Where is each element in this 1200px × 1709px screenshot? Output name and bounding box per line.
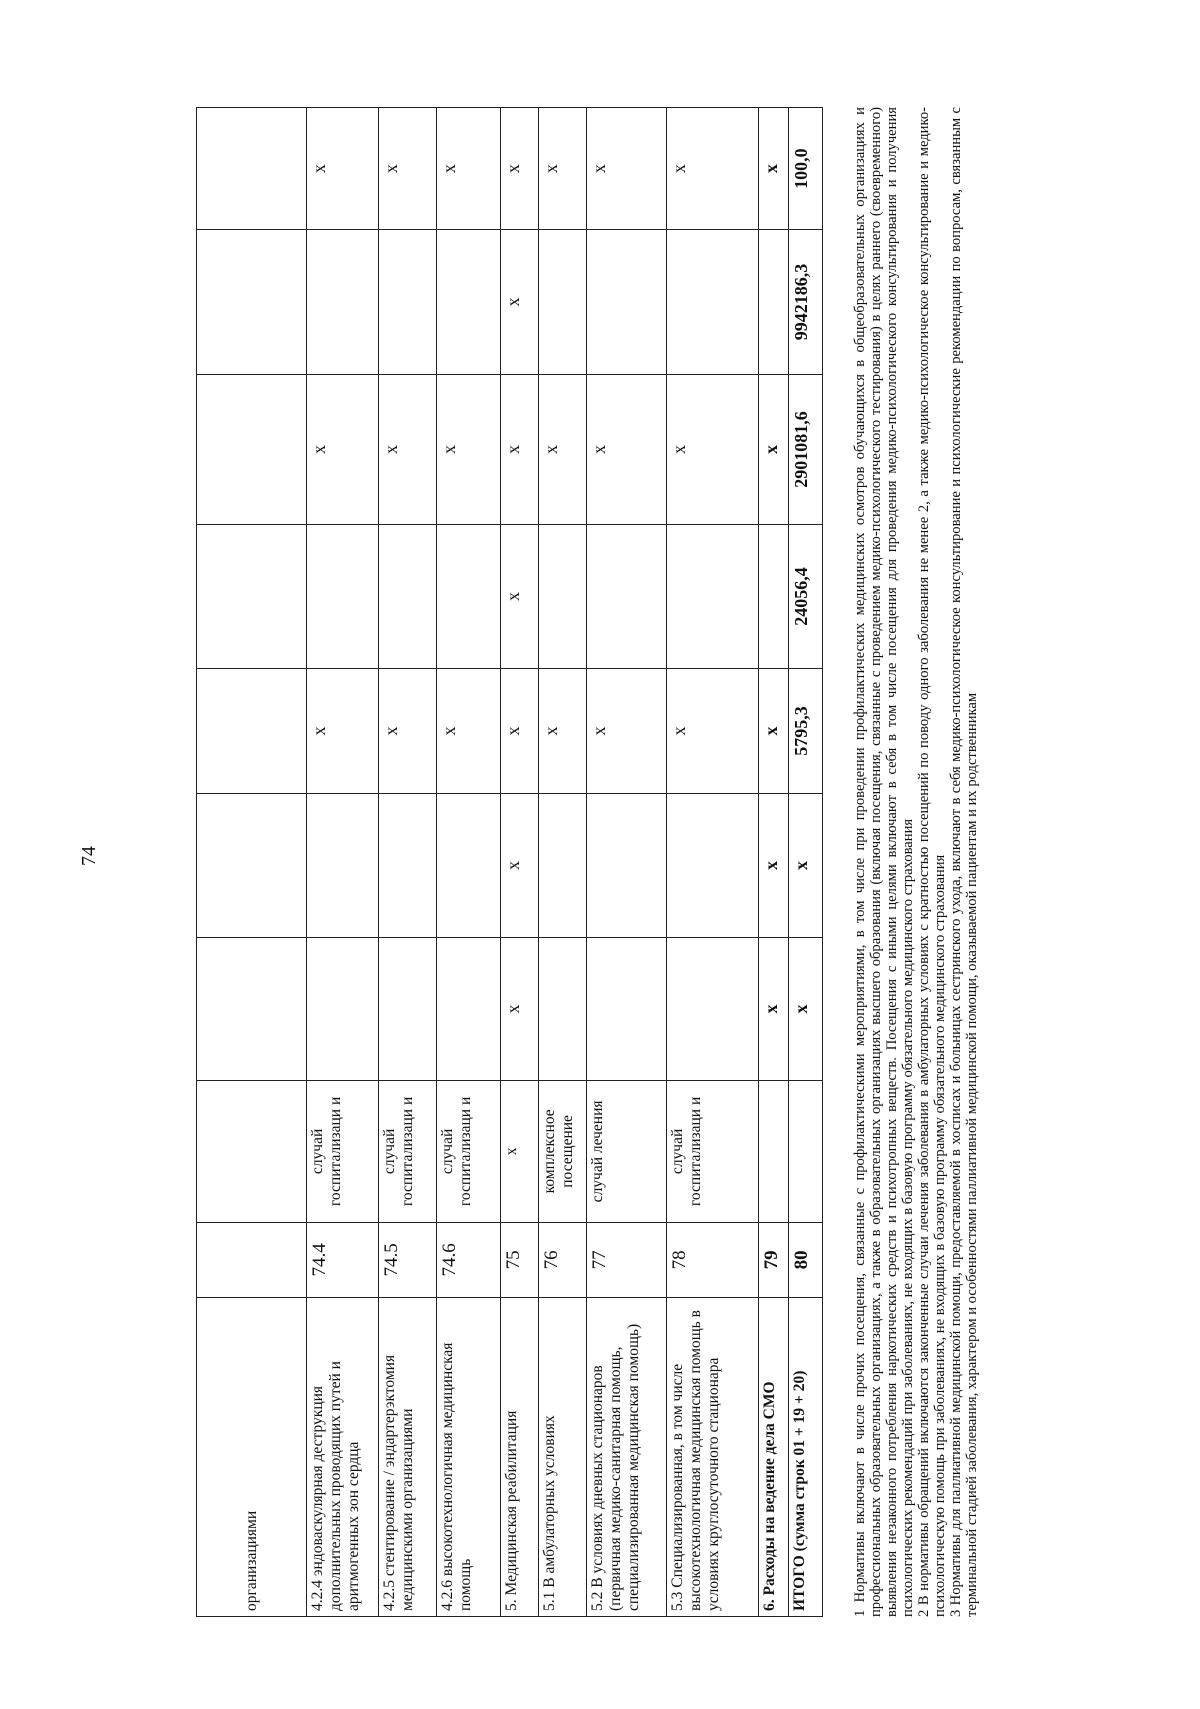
cell-3: х bbox=[667, 668, 759, 793]
row-code bbox=[197, 1222, 307, 1298]
table-row bbox=[667, 108, 759, 1617]
cell-5: х bbox=[587, 374, 667, 524]
cell-7: х bbox=[539, 108, 587, 230]
cell-1 bbox=[587, 937, 667, 1081]
cell-2 bbox=[437, 794, 501, 938]
cell-6 bbox=[539, 230, 587, 375]
row-code: 76 bbox=[539, 1222, 587, 1298]
row-name: ИТОГО (сумма строк 01 + 19 + 20) bbox=[789, 1298, 823, 1617]
cell-6 bbox=[587, 230, 667, 375]
row-unit: случай госпитализаци и bbox=[307, 1081, 379, 1222]
cell-3 bbox=[197, 668, 307, 793]
cell-5: х bbox=[539, 374, 587, 524]
cell-1: х bbox=[759, 937, 789, 1081]
table-row bbox=[197, 108, 307, 1617]
row-code: 79 bbox=[759, 1222, 789, 1298]
cell-7: х bbox=[587, 108, 667, 230]
cell-3: х bbox=[307, 668, 379, 793]
table-row bbox=[789, 108, 823, 1617]
row-unit: случай госпитализаци и bbox=[379, 1081, 437, 1222]
cell-6 bbox=[197, 230, 307, 375]
cell-5: х bbox=[759, 374, 789, 524]
cell-1 bbox=[307, 937, 379, 1081]
row-unit bbox=[197, 1081, 307, 1222]
cell-2 bbox=[197, 794, 307, 938]
cell-4 bbox=[587, 525, 667, 669]
footnotes bbox=[852, 107, 980, 1617]
cell-3: х bbox=[587, 668, 667, 793]
cell-7: х bbox=[759, 108, 789, 230]
row-unit: случай лечения bbox=[587, 1081, 667, 1222]
cell-7: х bbox=[501, 108, 539, 230]
cell-6 bbox=[667, 230, 759, 375]
cell-3: х bbox=[437, 668, 501, 793]
row-unit: случай госпитализаци и bbox=[667, 1081, 759, 1222]
row-name: 5.2 В условиях дневных стационаров (первичная медико-санитарная помощь, специализированная медицинская помощь) bbox=[587, 1298, 667, 1617]
cell-2: х bbox=[759, 794, 789, 938]
row-unit: комплексное посещение bbox=[539, 1081, 587, 1222]
row-code: 75 bbox=[501, 1222, 539, 1298]
table-row bbox=[379, 108, 437, 1617]
cell-5: 2901081,6 bbox=[789, 374, 823, 524]
row-code: 74.6 bbox=[437, 1222, 501, 1298]
cell-2: х bbox=[501, 794, 539, 938]
row-code: 74.4 bbox=[307, 1222, 379, 1298]
cell-6 bbox=[379, 230, 437, 375]
cell-7: х bbox=[437, 108, 501, 230]
row-unit bbox=[789, 1081, 823, 1222]
cell-4 bbox=[379, 525, 437, 669]
cell-4 bbox=[307, 525, 379, 669]
row-code: 74.5 bbox=[379, 1222, 437, 1298]
row-unit bbox=[759, 1081, 789, 1222]
row-code: 77 bbox=[587, 1222, 667, 1298]
cell-2 bbox=[539, 794, 587, 938]
cell-6 bbox=[437, 230, 501, 375]
table-row bbox=[307, 108, 379, 1617]
cell-5: х bbox=[437, 374, 501, 524]
cell-1 bbox=[197, 937, 307, 1081]
cell-5: х bbox=[307, 374, 379, 524]
row-name: 4.2.5 стентирование / эндартерэктомия медицинскими организациями bbox=[379, 1298, 437, 1617]
cell-4: х bbox=[501, 525, 539, 669]
cell-1 bbox=[667, 937, 759, 1081]
cell-6 bbox=[759, 230, 789, 375]
cell-3: х bbox=[539, 668, 587, 793]
cell-5 bbox=[197, 374, 307, 524]
cell-4 bbox=[197, 525, 307, 669]
row-unit: х bbox=[501, 1081, 539, 1222]
row-code: 80 bbox=[789, 1222, 823, 1298]
cell-4 bbox=[437, 525, 501, 669]
row-name: 5. Медицинская реабилитация bbox=[501, 1298, 539, 1617]
row-code: 78 bbox=[667, 1222, 759, 1298]
cell-4 bbox=[539, 525, 587, 669]
cell-6: 9942186,3 bbox=[789, 230, 823, 375]
footnote-3: 3 Нормативы для паллиативной медицинской помощи, предоставляемой в хосписах и больницах сестринского ухода, включают в себя медико-психологическое консультирование и психологические рекомендации по вопросам, связанным с терминальной стадией заболевания, характером и особенностями паллиативной медицинской помощи, оказываемой пациентам и их родственникам bbox=[948, 107, 981, 1617]
table-row bbox=[759, 108, 789, 1617]
cell-5: х bbox=[667, 374, 759, 524]
cell-4 bbox=[667, 525, 759, 669]
cell-2: х bbox=[789, 794, 823, 938]
cell-1: х bbox=[501, 937, 539, 1081]
table-row bbox=[501, 108, 539, 1617]
row-name: организациями bbox=[197, 1298, 307, 1617]
cell-7: х bbox=[667, 108, 759, 230]
cell-2 bbox=[587, 794, 667, 938]
row-name: 6. Расходы на ведение дела СМО bbox=[759, 1298, 789, 1617]
footnote-1: 1 Нормативы включают в числе прочих посещения, связанные с профилактическими мероприятиями, в том числе при проведении профилактических медицинских осмотров обучающихся в общеобразовательных организациях и профессиональных образовательных организациях, а также в образовательных организациях высшего образования (включая посещения, связанные с проведением медико-психологического тестирования) в целях раннего (своевременного) выявления незаконного потребления наркотических средств и психотропных веществ. Посещения с иными целями включают в себя в том числе посещения для проведения медико-психологического консультирования и получения психологических рекомендаций при заболеваниях, не входящих в базовую программу обязательного медицинского страхования bbox=[852, 107, 917, 1617]
cell-1 bbox=[437, 937, 501, 1081]
cell-7: х bbox=[307, 108, 379, 230]
cell-6: х bbox=[501, 230, 539, 375]
row-name: 5.3 Специализированная, в том числе высокотехнологичная медицинская помощь в условиях круглосуточного стационара bbox=[667, 1298, 759, 1617]
row-unit: случай госпитализаци и bbox=[437, 1081, 501, 1222]
cell-4 bbox=[759, 525, 789, 669]
row-name: 4.2.4 эндоваскулярная деструкция дополнительных проводящих путей и аритмогенных зон сердца bbox=[307, 1298, 379, 1617]
cell-1 bbox=[539, 937, 587, 1081]
footnote-2: 2 В нормативы обращений включаются законченные случаи лечения заболевания в амбулаторных условиях с кратностью посещений по поводу одного заболевания не менее 2, а также медико-психологическое консультирование и медико-психологическую помощь при заболеваниях, не входящих в базовую программу обязательного медицинского страхования bbox=[916, 107, 949, 1617]
cell-3: х bbox=[501, 668, 539, 793]
cell-7: х bbox=[379, 108, 437, 230]
row-name: 4.2.6 высокотехнологичная медицинская помощь bbox=[437, 1298, 501, 1617]
cell-3: х bbox=[379, 668, 437, 793]
row-name: 5.1 В амбулаторных условиях bbox=[539, 1298, 587, 1617]
financing-table bbox=[196, 107, 823, 1617]
cell-1: х bbox=[789, 937, 823, 1081]
page-number: 74 bbox=[78, 846, 100, 866]
table-row bbox=[437, 108, 501, 1617]
cell-3: х bbox=[759, 668, 789, 793]
table-row bbox=[587, 108, 667, 1617]
cell-5: х bbox=[501, 374, 539, 524]
cell-7: 100,0 bbox=[789, 108, 823, 230]
cell-5: х bbox=[379, 374, 437, 524]
table-row bbox=[539, 108, 587, 1617]
cell-2 bbox=[667, 794, 759, 938]
cell-2 bbox=[307, 794, 379, 938]
cell-6 bbox=[307, 230, 379, 375]
cell-2 bbox=[379, 794, 437, 938]
cell-4: 24056,4 bbox=[789, 525, 823, 669]
cell-3: 5795,3 bbox=[789, 668, 823, 793]
cell-7 bbox=[197, 108, 307, 230]
cell-1 bbox=[379, 937, 437, 1081]
